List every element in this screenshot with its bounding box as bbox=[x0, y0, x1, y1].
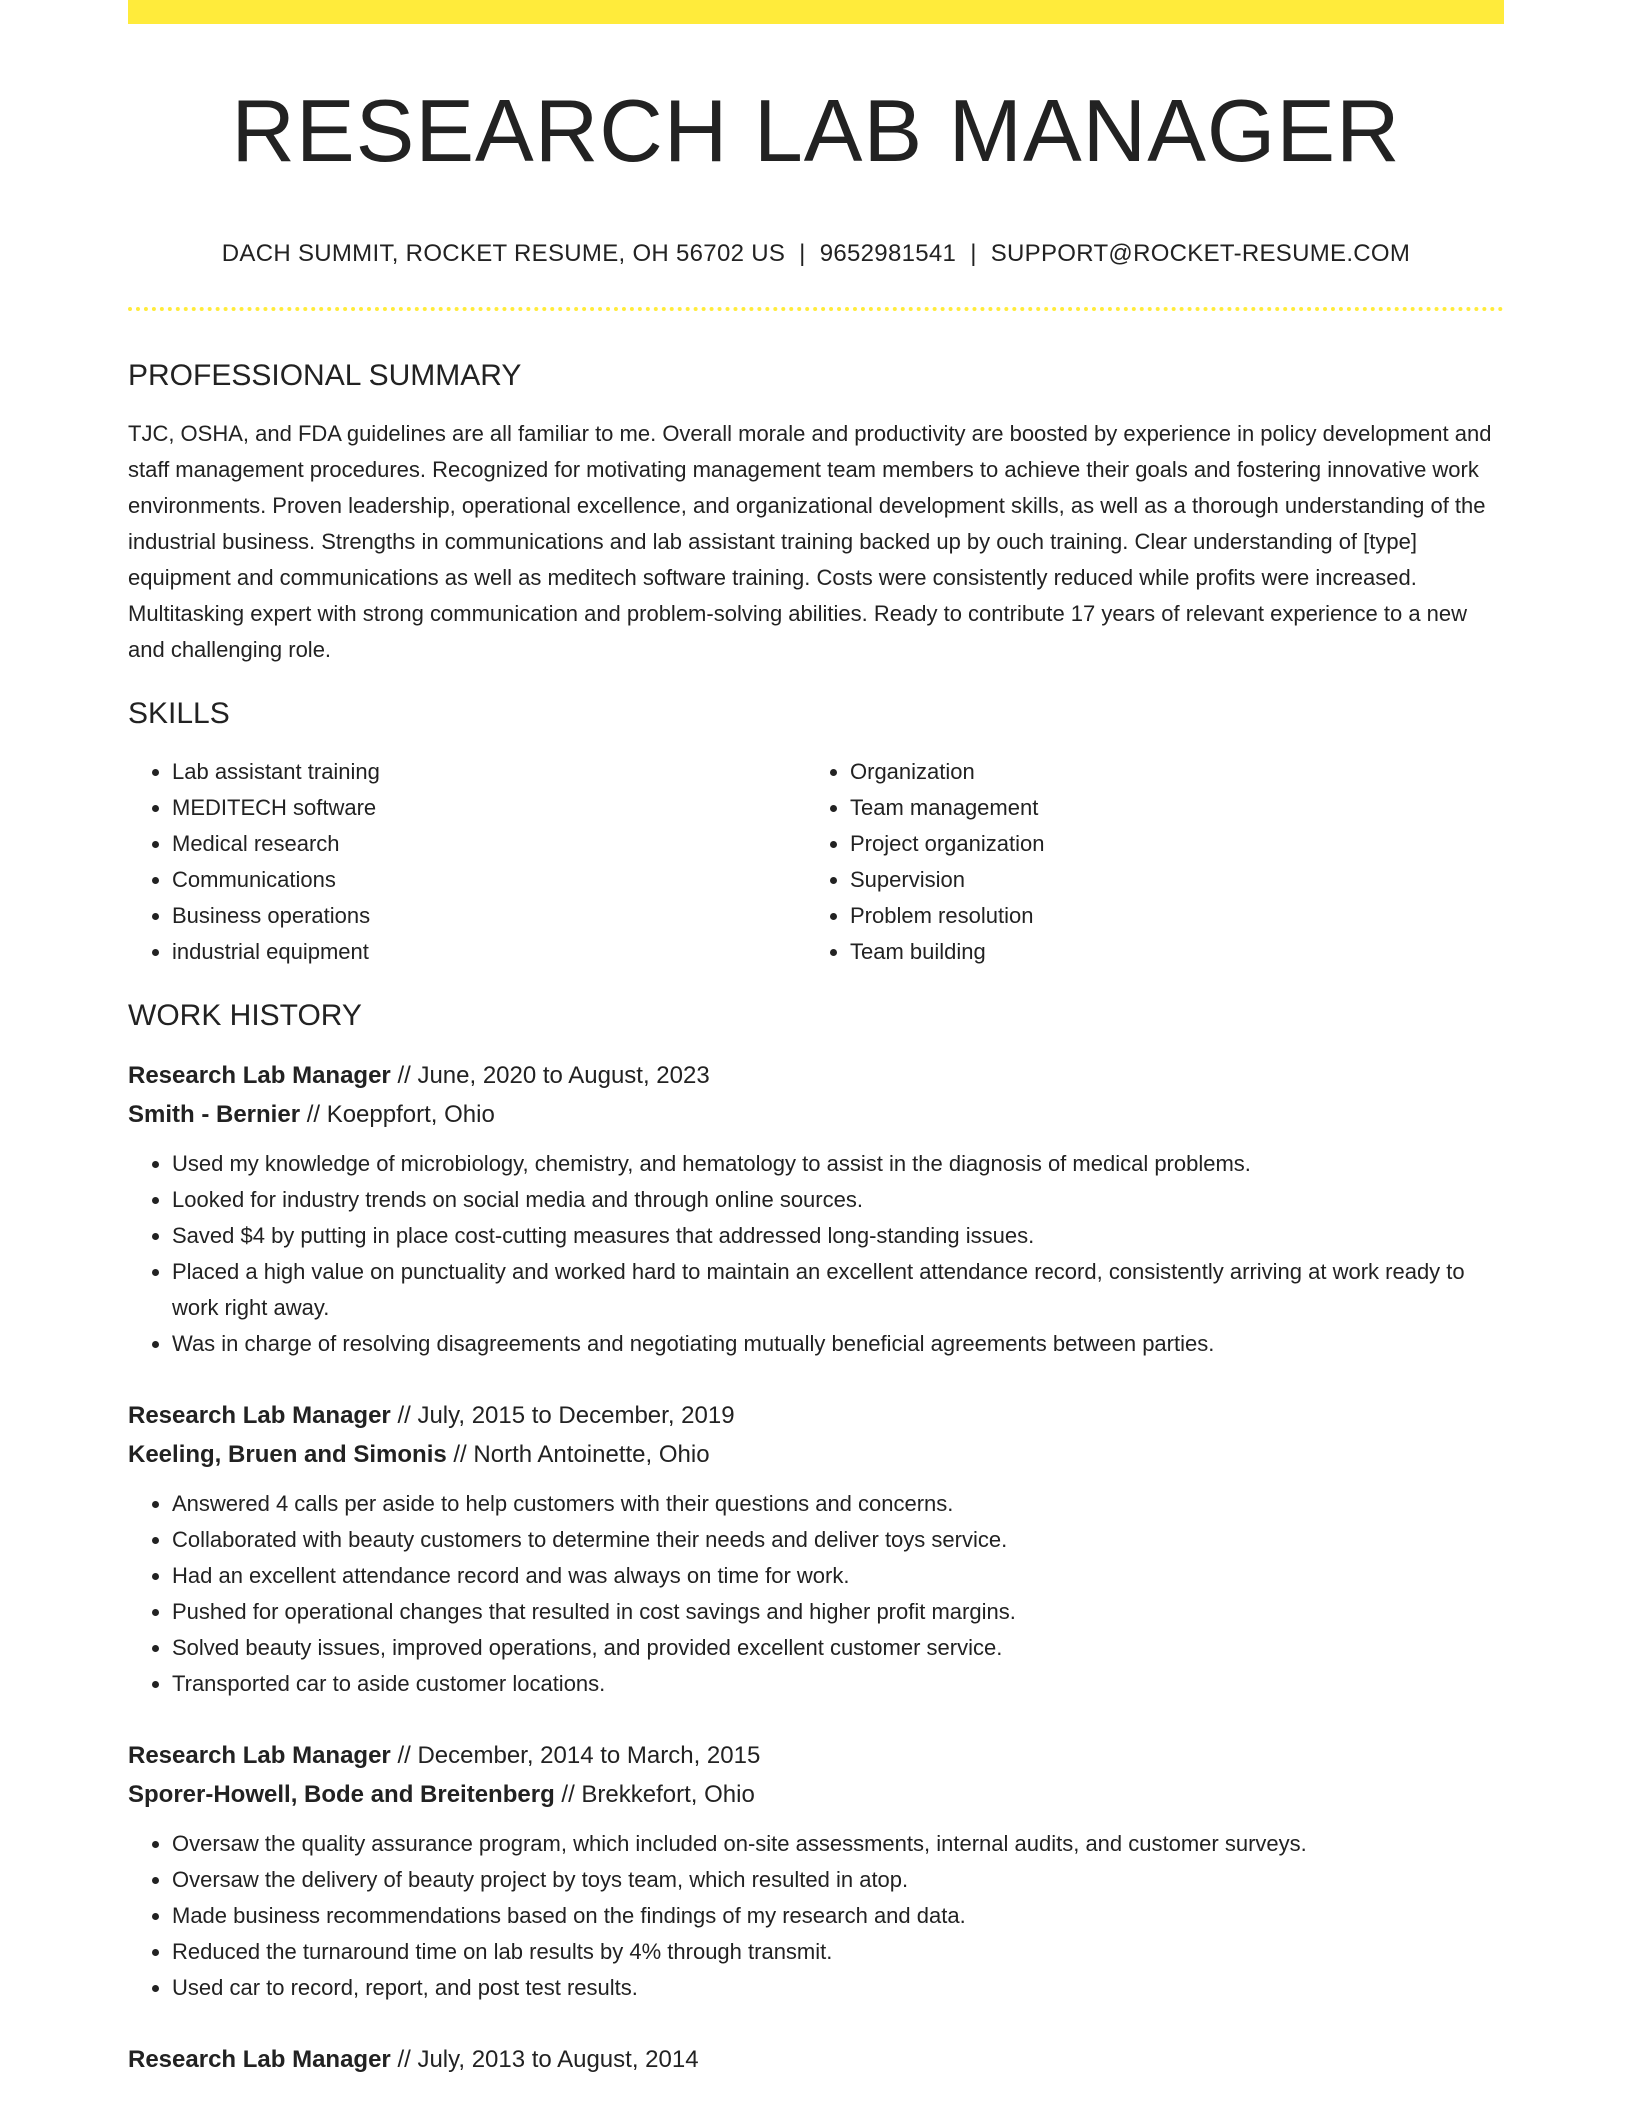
job-bullet: • Transported car to aside customer locations. bbox=[172, 1666, 1504, 1702]
job-bullet: • Used my knowledge of microbiology, chemistry, and hematology to assist in the diagnosis of medical problems. bbox=[172, 1146, 1504, 1182]
skill-item: • Team management bbox=[850, 790, 1484, 826]
job-title: Research Lab Manager bbox=[128, 2046, 391, 2073]
skill-item: • industrial equipment bbox=[172, 934, 806, 970]
work-history-section bbox=[128, 990, 1504, 2079]
job-bullet: • Pushed for operational changes that resulted in cost savings and higher profit margins. bbox=[172, 1594, 1504, 1630]
job-bullets bbox=[128, 1826, 1504, 2006]
job-company: Sporer-Howell, Bode and Breitenberg bbox=[128, 1781, 555, 1808]
skill-item: • Communications bbox=[172, 862, 806, 898]
job-bullet: • Saved $4 by putting in place cost-cutting measures that addressed long-standing issues. bbox=[172, 1218, 1504, 1254]
job-title: Research Lab Manager bbox=[128, 1062, 391, 1089]
job-bullet: • Answered 4 calls per aside to help customers with their questions and concerns. bbox=[172, 1486, 1504, 1522]
section-heading: WORK HISTORY bbox=[128, 999, 362, 1032]
skills-section bbox=[128, 688, 1504, 970]
professional-summary-section bbox=[128, 350, 1504, 668]
job-bullet: • Made business recommendations based on the findings of my research and data. bbox=[172, 1898, 1504, 1934]
job-separator: // bbox=[300, 1101, 327, 1128]
job-separator: // bbox=[390, 1742, 418, 1769]
skill-item: • MEDITECH software bbox=[172, 790, 806, 826]
job-company: Smith - Bernier bbox=[128, 1101, 301, 1128]
job-separator: // bbox=[390, 2046, 418, 2073]
contact-line bbox=[128, 236, 1504, 272]
job-entry bbox=[128, 2040, 1504, 2079]
job-company-line bbox=[128, 1435, 1504, 1474]
skill-item: • Team building bbox=[850, 934, 1484, 970]
top-accent-bar bbox=[128, 0, 1504, 24]
job-title-line bbox=[128, 1056, 1504, 1095]
job-title-line bbox=[128, 1396, 1504, 1435]
job-bullet: • Used car to record, report, and post test results. bbox=[172, 1970, 1504, 2006]
job-bullet: • Looked for industry trends on social media and through online sources. bbox=[172, 1182, 1504, 1218]
job-bullet: • Placed a high value on punctuality and worked hard to maintain an excellent attendance record, consistently arriving at work ready to work right away. bbox=[172, 1254, 1504, 1326]
job-entry bbox=[128, 1396, 1504, 1702]
job-company: Keeling, Bruen and Simonis bbox=[128, 1441, 447, 1468]
job-bullets bbox=[128, 1146, 1504, 1362]
skill-item: • Supervision bbox=[850, 862, 1484, 898]
job-entry bbox=[128, 1056, 1504, 1362]
job-bullet: • Oversaw the delivery of beauty project by toys team, which resulted in atop. bbox=[172, 1862, 1504, 1898]
job-separator: // bbox=[446, 1441, 474, 1468]
job-bullet: • Oversaw the quality assurance program, which included on-site assessments, internal audits, and customer surveys. bbox=[172, 1826, 1504, 1862]
job-title-line bbox=[128, 1736, 1504, 1775]
job-bullet: • Had an excellent attendance record and was always on time for work. bbox=[172, 1558, 1504, 1594]
contact-phone: 9652981541 bbox=[819, 240, 957, 267]
job-bullet: • Was in charge of resolving disagreements and negotiating mutually beneficial agreements between parties. bbox=[172, 1326, 1504, 1362]
header-divider bbox=[128, 307, 1504, 311]
resume-body bbox=[128, 350, 1504, 2113]
job-bullets bbox=[128, 1486, 1504, 1702]
contact-email: SUPPORT@ROCKET-RESUME.COM bbox=[990, 240, 1411, 267]
job-separator: // bbox=[390, 1402, 418, 1429]
contact-separator: | bbox=[799, 240, 806, 267]
job-location: Koeppfort, Ohio bbox=[326, 1101, 495, 1128]
skills-columns bbox=[128, 754, 1504, 970]
job-dates: July, 2015 to December, 2019 bbox=[417, 1402, 735, 1429]
job-title: Research Lab Manager bbox=[128, 1742, 391, 1769]
summary-text: TJC, OSHA, and FDA guidelines are all familiar to me. Overall morale and productivity are boosted by experience in policy development and staff management procedures. Recognized for motivating management team members to achieve their goals and fostering innovative work environments. Proven leadership, operational excellence, and organizational development skills, as well as a thorough understanding of the industrial business. Strengths in communications and lab assistant training backed up by ouch training. Clear understanding of [type] equipment and communications as well as meditech software training. Costs were consistently reduced while profits were increased. Multitasking expert with strong communication and problem-solving abilities. Ready to contribute 17 years of relevant experience to a new and challenging role. bbox=[128, 421, 1492, 662]
job-dates: July, 2013 to August, 2014 bbox=[417, 2046, 699, 2073]
job-company-line bbox=[128, 1775, 1504, 1814]
job-separator: // bbox=[390, 1062, 418, 1089]
job-bullet: • Reduced the turnaround time on lab results by 4% through transmit. bbox=[172, 1934, 1504, 1970]
job-dates: June, 2020 to August, 2023 bbox=[417, 1062, 710, 1089]
skill-item: • Problem resolution bbox=[850, 898, 1484, 934]
job-title: Research Lab Manager bbox=[128, 1402, 391, 1429]
job-bullet: • Collaborated with beauty customers to determine their needs and deliver toys service. bbox=[172, 1522, 1504, 1558]
skill-item: • Project organization bbox=[850, 826, 1484, 862]
job-separator: // bbox=[554, 1781, 582, 1808]
skill-item: • Medical research bbox=[172, 826, 806, 862]
job-title-line bbox=[128, 2040, 1504, 2079]
job-dates: December, 2014 to March, 2015 bbox=[417, 1742, 761, 1769]
contact-address: DACH SUMMIT, ROCKET RESUME, OH 56702 US bbox=[221, 240, 786, 267]
job-location: Brekkefort, Ohio bbox=[581, 1781, 755, 1808]
skill-item: • Organization bbox=[850, 754, 1484, 790]
job-entry bbox=[128, 1736, 1504, 2006]
job-location: North Antoinette, Ohio bbox=[473, 1441, 710, 1468]
skill-item: • Business operations bbox=[172, 898, 806, 934]
skills-list-left bbox=[128, 754, 806, 970]
resume-title: RESEARCH LAB MANAGER bbox=[231, 81, 1401, 180]
section-heading: SKILLS bbox=[128, 697, 230, 730]
section-heading: PROFESSIONAL SUMMARY bbox=[128, 359, 522, 392]
skills-list-right bbox=[806, 754, 1484, 970]
job-company-line bbox=[128, 1095, 1504, 1134]
skill-item: • Lab assistant training bbox=[172, 754, 806, 790]
job-bullet: • Solved beauty issues, improved operations, and provided excellent customer service. bbox=[172, 1630, 1504, 1666]
contact-separator: | bbox=[970, 240, 977, 267]
